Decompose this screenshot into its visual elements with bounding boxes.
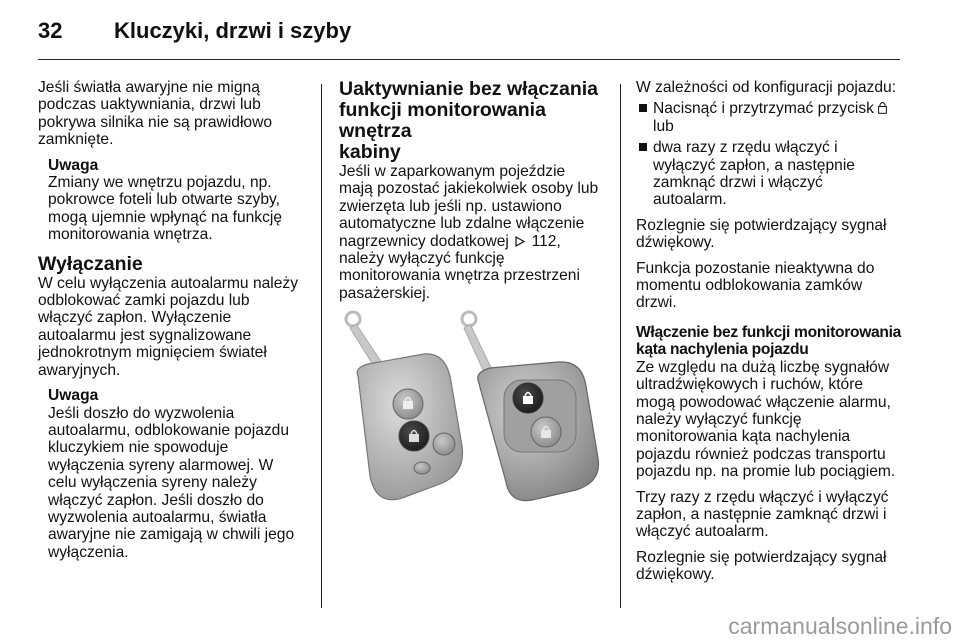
- note-block-2: [38, 387, 310, 561]
- heading-line: Uaktywnianie bez włączania: [339, 78, 599, 100]
- section-heading-activation: [339, 79, 613, 163]
- heading-line: Włączenie bez funkcji monitorowania: [636, 323, 902, 341]
- option-list: [636, 100, 906, 208]
- text-line: mogą powodować włączenie alarmu,: [636, 393, 891, 411]
- body-paragraph: [339, 163, 613, 302]
- text-line: monitorowania wnętrza przestrzeni: [339, 267, 580, 285]
- text-line: awaryjne nie zamigają w chwili jego: [48, 526, 295, 544]
- text-line: jednokrotnym mignięciem świateł: [38, 344, 267, 362]
- header-rule: [38, 59, 900, 60]
- text-line: kluczykiem nie spowoduje: [48, 439, 229, 457]
- list-item: [636, 139, 906, 209]
- ref-arrow-icon: [515, 234, 525, 245]
- page-number: 32: [38, 18, 63, 43]
- text-line: włączyć zapłon. Wyłączenie: [38, 309, 232, 327]
- text-line: należy wyłączyć funkcję: [339, 250, 505, 268]
- bullet-square: [639, 143, 647, 151]
- note-title: Uwaga: [48, 387, 99, 405]
- intro-paragraph: [38, 79, 310, 149]
- text-line: Funkcja pozostanie nieaktywna do: [636, 259, 875, 277]
- text-line: monitorowania wnętrza.: [48, 226, 213, 244]
- text-line: pojazdu np. na promie lub pociągiem.: [636, 463, 896, 481]
- text-line: autoalarm.: [653, 191, 727, 209]
- text-line: drzwi.: [636, 294, 677, 312]
- paragraph: [636, 260, 906, 312]
- text-line: włączyć autoalarm.: [636, 523, 769, 541]
- text-span: Nacisnąć i przytrzymać przycisk: [653, 100, 874, 118]
- text-line: autoalarmu, odblokowanie pojazdu: [48, 421, 290, 439]
- text-line: pasażerskiej.: [339, 284, 431, 302]
- text-line: celu wyłączenia syreny należy: [48, 474, 257, 492]
- text-line: Jeśli doszło do wyzwolenia: [48, 404, 235, 422]
- lock-icon: [878, 101, 887, 114]
- paragraph: [636, 359, 906, 481]
- text-line: momentu odblokowania zamków: [636, 277, 863, 295]
- heading-line: kąta nachylenia pojazdu: [636, 341, 809, 359]
- list-item: [636, 100, 906, 135]
- text-line: Ze względu na dużą liczbę sygnałów: [636, 358, 890, 376]
- text-line: dźwiękowy.: [636, 234, 715, 252]
- text-line: wyłączyć zapłon, a następnie: [653, 156, 855, 174]
- paragraph: [636, 549, 906, 584]
- watermark: carmanualsonline.info: [728, 613, 952, 639]
- text-line: zwierzęta lub jeśli np. ustawiono: [339, 197, 562, 215]
- text-line: lub: [653, 117, 674, 135]
- note-block-1: [38, 157, 310, 244]
- text-line: wyłączenia.: [48, 543, 129, 561]
- key-fob-illustration: [336, 306, 608, 502]
- text-line: mogą ujemnie wpłynąć na funkcję: [48, 208, 283, 226]
- text-line: [653, 100, 906, 117]
- text-line: dźwiękowy.: [636, 566, 715, 584]
- text-line: wyłączenia syreny alarmowej. W: [48, 456, 274, 474]
- page-reference-link[interactable]: 112,: [531, 232, 561, 250]
- text-line: autoalarmu jest sygnalizowane: [38, 326, 252, 344]
- heading-line: kabiny: [339, 141, 401, 163]
- text-line: awaryjnych.: [38, 361, 121, 379]
- text-line: ultradźwiękowych i ruchów, które: [636, 376, 864, 394]
- column-2: [339, 79, 613, 302]
- text-line: monitorowania kąta nachylenia: [636, 428, 851, 446]
- text-line: wyzwolenia autoalarmu, światła: [48, 508, 267, 526]
- text-line: zamknięte.: [38, 131, 114, 149]
- text-line: pojazdu również podczas transportu: [636, 445, 886, 463]
- text-line: pokrywa silnika nie są prawidłowo: [38, 113, 273, 131]
- paragraph: [636, 489, 906, 541]
- text-line: Zmiany we wnętrzu pojazdu, np.: [48, 174, 272, 192]
- column-3: [636, 79, 906, 584]
- column-divider-2: [620, 84, 621, 608]
- text-line: Jeśli w zaparkowanym pojeździe: [339, 163, 566, 180]
- text-line: automatyczne lub zdalne włączenie: [339, 215, 585, 233]
- text-span: nagrzewnicy dodatkowej: [339, 232, 509, 250]
- subsection-heading: [636, 324, 906, 359]
- key-fob-left: [357, 354, 462, 500]
- page-title: Kluczyki, drzwi i szyby: [114, 18, 352, 43]
- section-heading-wylaczanie: Wyłączanie: [38, 252, 143, 275]
- text-line: pokrowce foteli lub otwarte szyby,: [48, 191, 280, 209]
- text-line: Jeśli światła awaryjne nie migną: [38, 79, 260, 96]
- text-line: Rozlegnie się potwierdzający sygnał: [636, 216, 887, 234]
- note-title: Uwaga: [48, 156, 99, 174]
- text-line: dwa razy z rzędu włączyć i: [653, 139, 838, 157]
- intro-line: W zależności od konfiguracji pojazdu:: [636, 79, 897, 96]
- text-line: podczas uaktywniania, drzwi lub: [38, 96, 261, 114]
- text-line: odblokować zamki pojazdu lub: [38, 292, 250, 310]
- text-line: należy wyłączyć funkcję: [636, 410, 802, 428]
- text-line: [339, 233, 613, 250]
- text-line: włączyć zapłon. Jeśli doszło do: [48, 491, 264, 509]
- page-header: [38, 18, 918, 58]
- column-1: [38, 79, 310, 561]
- paragraph: [636, 217, 906, 252]
- text-line: zamknąć drzwi i włączyć: [653, 174, 823, 192]
- text-line: Rozlegnie się potwierdzający sygnał: [636, 548, 887, 566]
- text-line: zapłon, a następnie zamknąć drzwi i: [636, 505, 887, 523]
- body-paragraph: [38, 275, 310, 379]
- bullet-square: [639, 104, 647, 112]
- text-line: Trzy razy z rzędu włączyć i wyłączyć: [636, 488, 889, 506]
- text-line: mają pozostać jakiekolwiek osoby lub: [339, 180, 599, 198]
- text-line: W celu wyłączenia autoalarmu należy: [38, 274, 299, 292]
- column-divider-1: [321, 84, 322, 608]
- heading-line: funkcji monitorowania wnętrza: [339, 99, 546, 142]
